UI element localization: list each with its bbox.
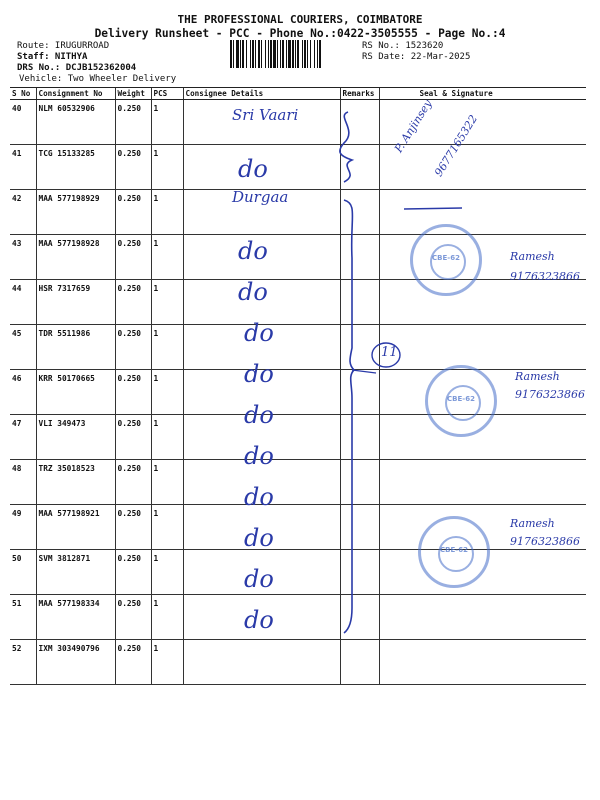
handwritten-consignee: do xyxy=(244,524,274,552)
cell-consignment: VLI 349473 xyxy=(36,415,115,460)
cell-sno: 44 xyxy=(10,280,36,325)
seal-stamp xyxy=(418,516,490,588)
handwritten-consignee: do xyxy=(244,319,274,347)
receiver-phone: 9176323866 xyxy=(515,388,585,401)
cell-weight: 0.250 xyxy=(115,550,151,595)
table-row xyxy=(10,415,586,460)
cell-pcs: 1 xyxy=(151,280,183,325)
barcode-bar xyxy=(277,40,278,68)
cell-pcs: 1 xyxy=(151,640,183,685)
barcode-bar xyxy=(240,40,241,68)
table-row xyxy=(10,505,586,550)
cell-consignment: SVM 3812871 xyxy=(36,550,115,595)
col-header-remarks: Remarks xyxy=(340,88,379,100)
cell-pcs: 1 xyxy=(151,235,183,280)
handwritten-consignee: do xyxy=(238,278,268,306)
staff-label: Staff: NITHYA xyxy=(17,52,88,62)
signature-dash xyxy=(400,205,470,213)
barcode-bar xyxy=(265,40,266,68)
handwritten-consignee: do xyxy=(244,483,274,511)
cell-consignment: HSR 7317659 xyxy=(36,280,115,325)
cell-weight: 0.250 xyxy=(115,100,151,145)
barcode-bar xyxy=(295,40,296,68)
barcode-bar xyxy=(317,40,318,68)
cell-consignment: KRR 50170665 xyxy=(36,370,115,415)
cell-pcs: 1 xyxy=(151,370,183,415)
table-row xyxy=(10,370,586,415)
runsheet-subtitle: Delivery Runsheet - PCC - Phone No.:0422-3505555 - Page No.:4 xyxy=(94,27,506,40)
table-header-row xyxy=(10,88,586,100)
cell-weight: 0.250 xyxy=(115,640,151,685)
cell-consignment: MAA 577198928 xyxy=(36,235,115,280)
table-row xyxy=(10,325,586,370)
col-header-weight: Weight xyxy=(115,88,151,100)
handwritten-consignee: do xyxy=(244,360,274,388)
table-row xyxy=(10,460,586,505)
cell-weight: 0.250 xyxy=(115,280,151,325)
cell-consignment: TDR 5511986 xyxy=(36,325,115,370)
handwritten-consignee: do xyxy=(244,606,274,634)
cell-seal xyxy=(379,640,586,685)
handwritten-consignee: do xyxy=(238,237,268,265)
barcode-bar xyxy=(255,40,256,68)
cell-pcs: 1 xyxy=(151,145,183,190)
receiver-phone: 9176323866 xyxy=(510,270,580,283)
handwritten-consignee: do xyxy=(244,565,274,593)
remarks-count: 11 xyxy=(381,345,398,360)
barcode xyxy=(230,40,352,68)
table-row xyxy=(10,145,586,190)
barcode-bar xyxy=(297,40,299,68)
barcode-bar xyxy=(268,40,269,68)
cell-seal xyxy=(379,280,586,325)
barcode-bar xyxy=(288,40,291,68)
signature-number: 9677165322 xyxy=(432,112,481,179)
handwritten-consignee: do xyxy=(244,442,274,470)
cell-sno: 48 xyxy=(10,460,36,505)
barcode-bar xyxy=(304,40,306,68)
cell-weight: 0.250 xyxy=(115,460,151,505)
cell-sno: 40 xyxy=(10,100,36,145)
stamp-code: CBE-62 xyxy=(440,546,468,554)
barcode-bar xyxy=(270,40,272,68)
col-header-consignment: Consignment No xyxy=(36,88,115,100)
receiver-name: Ramesh xyxy=(515,370,560,383)
company-title: THE PROFESSIONAL COURIERS, COIMBATORE xyxy=(177,13,423,26)
cell-sno: 46 xyxy=(10,370,36,415)
col-header-pcs: PCS xyxy=(151,88,183,100)
cell-weight: 0.250 xyxy=(115,505,151,550)
cell-consignment: IXM 303490796 xyxy=(36,640,115,685)
cell-weight: 0.250 xyxy=(115,145,151,190)
cell-consignment: NLM 60532906 xyxy=(36,100,115,145)
table-row xyxy=(10,550,586,595)
barcode-bar xyxy=(246,40,247,68)
cell-weight: 0.250 xyxy=(115,325,151,370)
cell-weight: 0.250 xyxy=(115,370,151,415)
cell-pcs: 1 xyxy=(151,595,183,640)
cell-pcs: 1 xyxy=(151,505,183,550)
cell-pcs: 1 xyxy=(151,100,183,145)
cell-remarks xyxy=(340,640,379,685)
rs-number: RS No.: 1523620 xyxy=(362,41,444,51)
table-row xyxy=(10,595,586,640)
remarks-brace-marks xyxy=(330,108,390,638)
cell-pcs: 1 xyxy=(151,460,183,505)
receiver-name: Ramesh xyxy=(510,250,555,263)
cell-weight: 0.250 xyxy=(115,190,151,235)
seal-stamp xyxy=(410,224,482,296)
cell-consignee xyxy=(183,640,340,685)
barcode-bar xyxy=(230,40,232,68)
barcode-bar xyxy=(261,40,262,68)
cell-seal xyxy=(379,145,586,190)
runsheet-table xyxy=(10,87,586,685)
cell-sno: 43 xyxy=(10,235,36,280)
table-row xyxy=(10,640,586,685)
cell-consignment: MAA 577198334 xyxy=(36,595,115,640)
cell-seal xyxy=(379,325,586,370)
cell-weight: 0.250 xyxy=(115,415,151,460)
barcode-bar xyxy=(314,40,315,68)
table-row xyxy=(10,190,586,235)
barcode-bar xyxy=(292,40,294,68)
barcode-bar xyxy=(302,40,303,68)
stamp-code: CBE-62 xyxy=(432,254,460,262)
receiver-phone: 9176323866 xyxy=(510,535,580,548)
barcode-bar xyxy=(250,40,251,68)
barcode-bar xyxy=(236,40,239,68)
barcode-bar xyxy=(282,40,284,68)
handwritten-consignee: Durgaa xyxy=(232,188,289,206)
barcode-bar xyxy=(286,40,287,68)
handwritten-consignee: Sri Vaari xyxy=(232,106,299,124)
cell-sno: 49 xyxy=(10,505,36,550)
cell-sno: 45 xyxy=(10,325,36,370)
barcode-bar xyxy=(242,40,244,68)
receiver-name: Ramesh xyxy=(510,517,555,530)
barcode-bar xyxy=(258,40,260,68)
cell-pcs: 1 xyxy=(151,190,183,235)
cell-pcs: 1 xyxy=(151,415,183,460)
cell-sno: 50 xyxy=(10,550,36,595)
barcode-bar xyxy=(233,40,234,68)
stamp-code: CBE-62 xyxy=(447,395,475,403)
cell-pcs: 1 xyxy=(151,550,183,595)
barcode-bar xyxy=(310,40,311,68)
route-label: Route: IRUGURROAD xyxy=(17,41,110,51)
cell-consignment: MAA 577198929 xyxy=(36,190,115,235)
cell-weight: 0.250 xyxy=(115,595,151,640)
cell-sno: 52 xyxy=(10,640,36,685)
barcode-bar xyxy=(252,40,254,68)
drs-number: DRS No.: DCJB152362004 xyxy=(17,63,137,73)
cell-consignment: TCG 15133285 xyxy=(36,145,115,190)
col-header-sno: S No xyxy=(10,88,36,100)
rs-date: RS Date: 22-Mar-2025 xyxy=(362,52,471,62)
col-header-seal: Seal & Signature xyxy=(379,88,586,100)
vehicle-label: Vehicle: Two Wheeler Delivery xyxy=(19,74,177,84)
cell-seal xyxy=(379,595,586,640)
barcode-bar xyxy=(307,40,308,68)
cell-sno: 41 xyxy=(10,145,36,190)
barcode-bar xyxy=(319,40,321,68)
handwritten-consignee: do xyxy=(238,155,268,183)
col-header-consignee: Consignee Details xyxy=(183,88,340,100)
cell-weight: 0.250 xyxy=(115,235,151,280)
barcode-bar xyxy=(280,40,281,68)
seal-stamp xyxy=(425,365,497,437)
table-row xyxy=(10,280,586,325)
cell-consignment: MAA 577198921 xyxy=(36,505,115,550)
table-row xyxy=(10,235,586,280)
cell-sno: 47 xyxy=(10,415,36,460)
barcode-bar xyxy=(273,40,276,68)
cell-sno: 51 xyxy=(10,595,36,640)
cell-seal xyxy=(379,460,586,505)
cell-sno: 42 xyxy=(10,190,36,235)
signature-name: P. Anjinsey xyxy=(392,97,435,155)
handwritten-consignee: do xyxy=(244,401,274,429)
cell-pcs: 1 xyxy=(151,325,183,370)
cell-consignment: TRZ 35018523 xyxy=(36,460,115,505)
